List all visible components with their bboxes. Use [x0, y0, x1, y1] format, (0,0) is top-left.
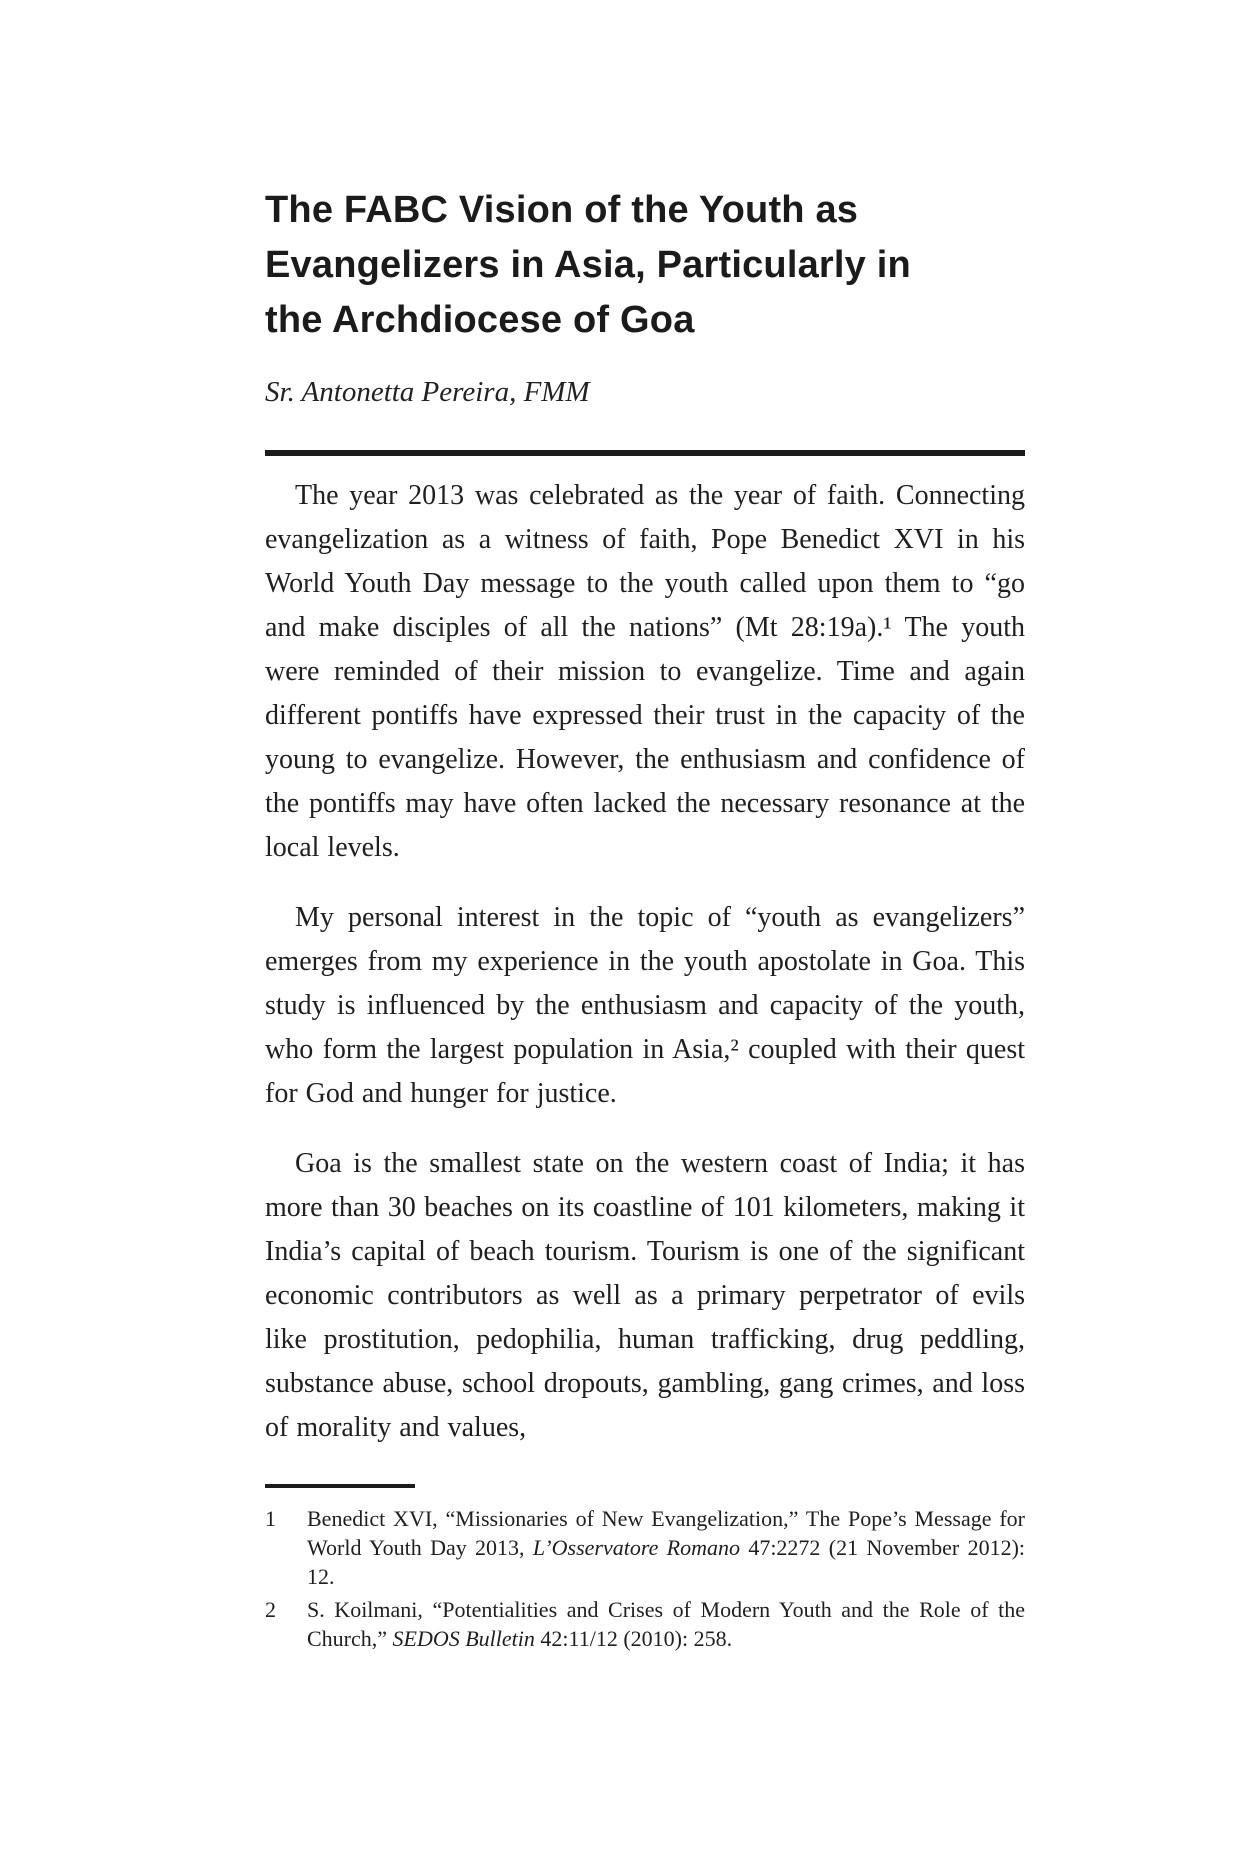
footnote-text-segment: 42:11/12 (2010): 258. [534, 1626, 733, 1651]
article-title-line-2: Evangelizers in Asia, Particularly in [265, 244, 911, 286]
footnote-1 [265, 1504, 1025, 1591]
footnote-journal-title: SEDOS Bulletin [392, 1626, 535, 1651]
author-byline: Sr. Antonetta Pereira, FMM [265, 376, 590, 408]
footnote-text-segment: Benedict XVI, “Missionaries of New Evangelization,” The Pope’s Message for World Youth Day 2013, [307, 1506, 1025, 1560]
footnote-text-segment: S. Koilmani, “Potentialities and Crises of Modern Youth and the Role of the Church,” [307, 1597, 1025, 1651]
footnote-number: 1 [265, 1506, 276, 1531]
footnote-journal-title: L’Osservatore Romano [532, 1535, 740, 1560]
footnote-number: 2 [265, 1597, 276, 1622]
footnote-text [307, 1504, 1025, 1591]
body-paragraph-2: My personal interest in the topic of “youth as evangelizers” emerges from my experience in the youth apostolate in Goa. This study is influenced by the enthusiasm and capacity of the youth, who form the largest population in Asia,² coupled with their quest for God and hunger for justice. [265, 902, 1025, 1109]
article-title-line-1: The FABC Vision of the Youth as [265, 189, 859, 231]
body-paragraph-1: The year 2013 was celebrated as the year of faith. Connecting evangelization as a witness of faith, Pope Benedict XVI in his World Youth Day message to the youth called upon them to “go and make disciples of all the nations” (Mt 28:19a).¹ The youth were reminded of their mission to evangelize. Time and again different pontiffs have expressed their trust in the capacity of the young to evangelize. However, the enthusiasm and confidence of the pontiffs may have often lacked the necessary resonance at the local levels. [265, 480, 1025, 863]
footnote-divider-rule [265, 1484, 415, 1488]
footnote-2 [265, 1595, 1025, 1653]
article-title [265, 183, 1025, 348]
body-paragraph-3: Goa is the smallest state on the western coast of India; it has more than 30 beaches on its coastline of 101 kilometers, making it India’s capital of beach tourism. Tourism is one of the significant economic contributors as well as a primary perpetrator of evils like prostitution, pedophilia, human trafficking, drug peddling, substance abuse, school dropouts, gambling, gang crimes, and loss of morality and values, [265, 1148, 1025, 1443]
article-title-line-3: the Archdiocese of Goa [265, 299, 695, 341]
footnote-text [307, 1595, 1025, 1653]
title-divider-rule [265, 450, 1025, 456]
footnote-text-segment: 47:2272 (21 November 2012): 12. [307, 1535, 1026, 1589]
footnotes-section [265, 1484, 1025, 1653]
